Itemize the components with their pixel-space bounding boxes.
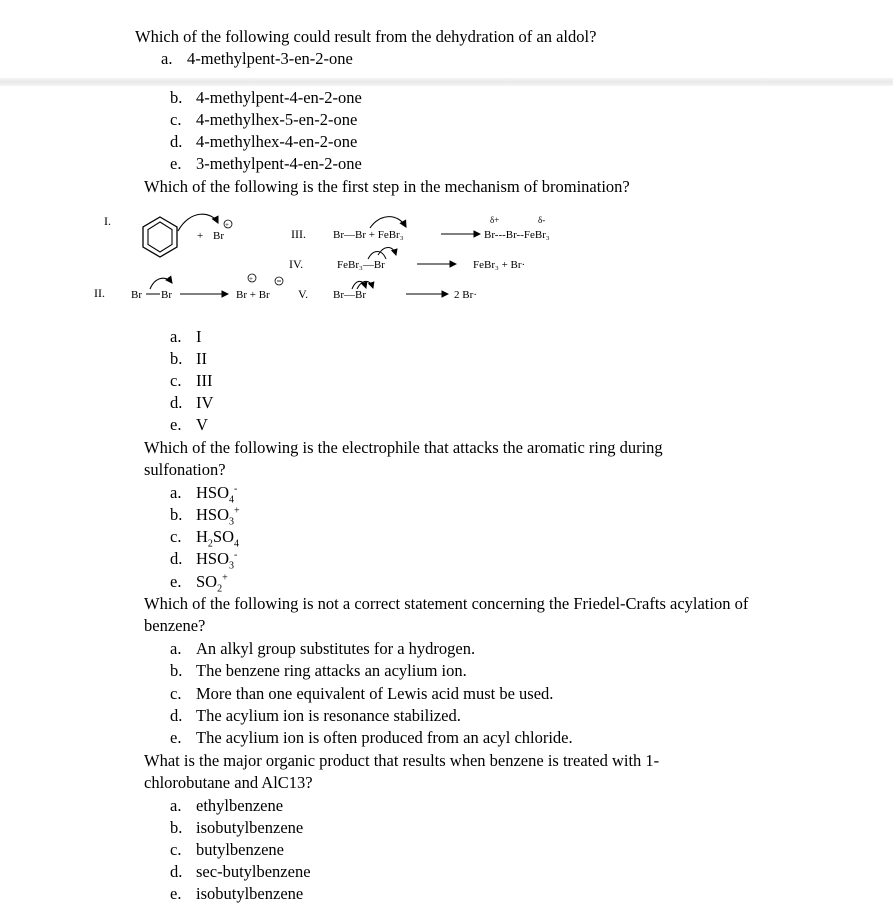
curved-arrow-icon bbox=[150, 278, 172, 289]
q3-option-b[interactable]: b. $HSO_3^+$ bbox=[170, 505, 240, 528]
q5-option-d[interactable]: d. sec-butylbenzene bbox=[170, 862, 311, 881]
q3-option-c[interactable]: c. $H_2SO_4$ bbox=[170, 527, 240, 550]
scheme-ii-products: Br + Br bbox=[236, 289, 270, 301]
q3-option-a[interactable]: a. $HSO_4^-$ bbox=[170, 483, 238, 506]
scheme-i-plus: + bbox=[197, 230, 204, 242]
q4-option-a[interactable]: a. An alkyl group substitutes for a hydrogen. bbox=[170, 639, 476, 658]
bromination-scheme bbox=[0, 205, 893, 315]
scheme-iii-product: Br---Br--FeBr₃ bbox=[484, 229, 550, 241]
scheme-iii-delta-minus: δ- bbox=[538, 215, 546, 225]
benzene-ring-icon bbox=[143, 217, 177, 257]
q2-option-a[interactable]: a. I bbox=[170, 327, 202, 346]
curved-arrow-icon bbox=[368, 252, 386, 260]
scheme-label-iv: IV. bbox=[289, 257, 304, 271]
q5-option-e[interactable]: e. isobutylbenzene bbox=[170, 884, 304, 903]
q4-option-e[interactable]: e. The acylium ion is often produced from an acyl chloride. bbox=[170, 728, 573, 747]
q5-option-c[interactable]: c. butylbenzene bbox=[170, 840, 284, 859]
scheme-iii-reactants: Br—Br + FeBr₃ bbox=[333, 229, 404, 241]
scheme-v-reactant: Br—Br bbox=[333, 289, 366, 301]
q4-option-d[interactable]: d. The acylium ion is resonance stabilized. bbox=[170, 706, 461, 725]
scheme-v-product: 2 Br· bbox=[454, 289, 477, 301]
bromination-scheme-drawing bbox=[0, 205, 893, 315]
q5-option-b[interactable]: b. isobutylbenzene bbox=[170, 818, 304, 837]
scheme-label-ii: II. bbox=[94, 286, 105, 300]
q5-option-a[interactable]: a. ethylbenzene bbox=[170, 796, 284, 815]
curved-arrow-icon bbox=[370, 217, 406, 228]
q4-question: Which of the following is not a correct statement concerning the Friedel-Crafts acylation of benzene? bbox=[144, 594, 749, 635]
svg-text:+: + bbox=[249, 275, 253, 283]
scheme-iv-reactant: FeBr₃—Br bbox=[337, 259, 385, 271]
q1-option-c[interactable]: c. 4-methylhex-5-en-2-one bbox=[170, 110, 358, 129]
curved-arrow-icon bbox=[378, 248, 396, 256]
q2-option-b[interactable]: b. II bbox=[170, 349, 207, 368]
q1-question: Which of the following could result from the dehydration of an aldol? bbox=[135, 27, 597, 46]
q1-option-b[interactable]: b. 4-methylpent-4-en-2-one bbox=[170, 88, 362, 107]
q4-option-c[interactable]: c. More than one equivalent of Lewis acid must be used. bbox=[170, 684, 554, 703]
q3-option-e[interactable]: e. $SO_2^+$ bbox=[170, 572, 228, 595]
scheme-label-v: V. bbox=[298, 287, 309, 301]
q2-option-d[interactable]: d. IV bbox=[170, 393, 214, 412]
scheme-i-br: Br bbox=[213, 230, 224, 242]
q2-question: Which of the following is the first step in the mechanism of bromination? bbox=[144, 177, 630, 196]
q4-option-b[interactable]: b. The benzene ring attacks an acylium ion. bbox=[170, 661, 467, 680]
q3-option-d[interactable]: d. $HSO_3^-$ bbox=[170, 549, 238, 572]
scheme-iii-delta-plus: δ+ bbox=[490, 215, 500, 225]
q1-option-d[interactable]: d. 4-methylhex-4-en-2-one bbox=[170, 132, 358, 151]
q5-question: What is the major organic product that results when benzene is treated with 1-chlorobutane and AlC13? bbox=[144, 751, 660, 792]
q1-option-e[interactable]: e. 3-methylpent-4-en-2-one bbox=[170, 154, 362, 173]
scheme-iv-product: FeBr₃ + Br· bbox=[473, 259, 526, 271]
page-separator bbox=[0, 78, 893, 86]
q2-option-e[interactable]: e. V bbox=[170, 415, 208, 434]
q3-question: Which of the following is the electrophile that attacks the aromatic ring during sulfonation? bbox=[144, 438, 663, 479]
scheme-label-iii: III. bbox=[291, 227, 306, 241]
curved-arrow-icon bbox=[178, 214, 218, 231]
scheme-ii-right: Br bbox=[161, 289, 172, 301]
scheme-label-i: I. bbox=[104, 214, 111, 228]
q2-option-c[interactable]: c. III bbox=[170, 371, 213, 390]
q1-option-a[interactable]: a. 4-methylpent-3-en-2-one bbox=[161, 49, 353, 68]
scheme-ii-left: Br bbox=[131, 289, 142, 301]
svg-text:+: + bbox=[225, 221, 229, 229]
